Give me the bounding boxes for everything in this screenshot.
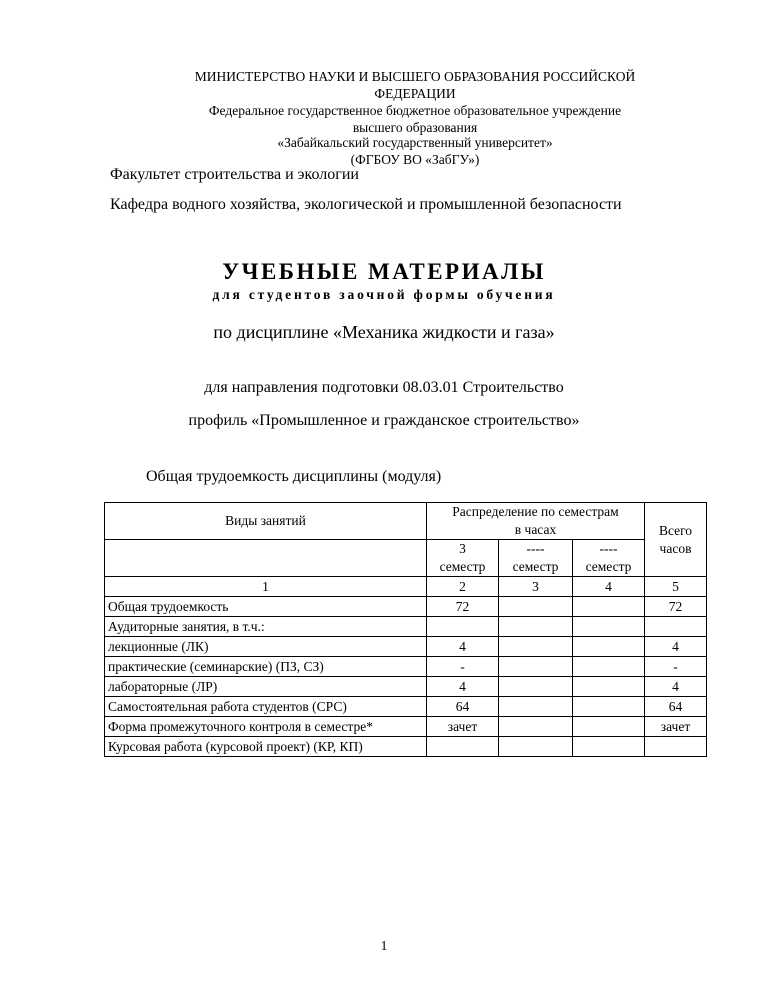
workload-table xyxy=(104,502,707,757)
semester-1-label: семестр xyxy=(439,559,486,574)
institution-type: Федеральное государственное бюджетное образовательное учреждение xyxy=(208,103,622,118)
row-sem1: зачет xyxy=(427,717,499,737)
row-label: практические (семинарские) (ПЗ, СЗ) xyxy=(105,657,427,677)
header-types: Виды занятий xyxy=(105,503,427,540)
table-row xyxy=(105,717,707,737)
header-distribution xyxy=(427,503,645,540)
semester-2-label: семестр xyxy=(512,559,559,574)
row-total: 4 xyxy=(645,677,707,697)
ministry-line: МИНИСТЕРСТВО НАУКИ И ВЫСШЕГО ОБРАЗОВАНИЯ РОССИЙСКОЙ xyxy=(194,69,636,84)
row-total xyxy=(645,617,707,637)
document-title: УЧЕБНЫЕ МАТЕРИАЛЫ xyxy=(222,259,546,284)
header-types-bottom xyxy=(105,540,427,577)
education-level: высшего образования xyxy=(352,120,478,135)
semester-col-1 xyxy=(427,540,499,577)
row-sem2 xyxy=(499,677,573,697)
semester-2-number: ---- xyxy=(526,541,545,556)
study-profile: профиль «Промышленное и гражданское строительство» xyxy=(188,412,580,429)
row-sem3 xyxy=(573,697,645,717)
university-name: «Забайкальский государственный университет» xyxy=(277,135,553,150)
row-total: 4 xyxy=(645,637,707,657)
semester-col-2 xyxy=(499,540,573,577)
semester-3-label: семестр xyxy=(585,559,632,574)
row-total: - xyxy=(645,657,707,677)
table-index-row xyxy=(105,577,707,597)
row-label: лабораторные (ЛР) xyxy=(105,677,427,697)
ministry-line-2: ФЕДЕРАЦИИ xyxy=(374,86,456,101)
department-name: Кафедра водного хозяйства, экологической и промышленной безопасности xyxy=(110,196,622,213)
row-sem2 xyxy=(499,737,573,757)
row-total xyxy=(645,737,707,757)
header-total xyxy=(645,503,707,577)
index-cell: 1 xyxy=(105,577,427,597)
row-total: зачет xyxy=(645,717,707,737)
row-sem2 xyxy=(499,597,573,617)
row-sem2 xyxy=(499,637,573,657)
row-sem3 xyxy=(573,657,645,677)
university-abbr: (ФГБОУ ВО «ЗабГУ») xyxy=(350,152,480,167)
table-row xyxy=(105,737,707,757)
row-sem3 xyxy=(573,677,645,697)
semester-3-number: ---- xyxy=(599,541,618,556)
row-sem3 xyxy=(573,617,645,637)
semester-col-3 xyxy=(573,540,645,577)
table-row xyxy=(105,677,707,697)
semester-1-number: 3 xyxy=(459,541,466,556)
row-sem2 xyxy=(499,717,573,737)
row-sem1 xyxy=(427,617,499,637)
row-total: 64 xyxy=(645,697,707,717)
table-row xyxy=(105,637,707,657)
row-sem1: 4 xyxy=(427,637,499,657)
document-subtitle: для студентов заочной формы обучения xyxy=(212,287,556,302)
study-direction: для направления подготовки 08.03.01 Строительство xyxy=(204,379,564,396)
row-label: Самостоятельная работа студентов (СРС) xyxy=(105,697,427,717)
index-cell: 3 xyxy=(499,577,573,597)
header-total-line2: часов xyxy=(659,540,692,556)
row-label: Общая трудоемкость xyxy=(105,597,427,617)
faculty-name: Факультет строительства и экологии xyxy=(110,166,359,183)
row-sem2 xyxy=(499,617,573,637)
row-sem2 xyxy=(499,657,573,677)
row-sem1: - xyxy=(427,657,499,677)
page-number: 1 xyxy=(380,938,388,953)
row-sem1 xyxy=(427,737,499,757)
row-sem3 xyxy=(573,737,645,757)
table-row xyxy=(105,617,707,637)
row-sem1: 4 xyxy=(427,677,499,697)
row-label: лекционные (ЛК) xyxy=(105,637,427,657)
row-label: Курсовая работа (курсовой проект) (КР, КП) xyxy=(105,737,427,757)
index-cell: 4 xyxy=(573,577,645,597)
table-row xyxy=(105,657,707,677)
index-cell: 2 xyxy=(427,577,499,597)
row-total: 72 xyxy=(645,597,707,617)
index-cell: 5 xyxy=(645,577,707,597)
header-distribution-line2: в часах xyxy=(514,522,557,537)
table-row xyxy=(105,697,707,717)
row-sem3 xyxy=(573,717,645,737)
table-row xyxy=(105,597,707,617)
row-label: Форма промежуточного контроля в семестре* xyxy=(105,717,427,737)
row-sem1: 72 xyxy=(427,597,499,617)
row-sem3 xyxy=(573,597,645,617)
row-sem2 xyxy=(499,697,573,717)
header-total-line1: Всего xyxy=(658,522,693,538)
header-distribution-line1: Распределение по семестрам xyxy=(452,504,619,519)
workload-caption: Общая трудоемкость дисциплины (модуля) xyxy=(146,468,442,485)
row-sem3 xyxy=(573,637,645,657)
row-label: Аудиторные занятия, в т.ч.: xyxy=(105,617,427,637)
row-sem1: 64 xyxy=(427,697,499,717)
discipline-name: по дисциплине «Механика жидкости и газа» xyxy=(213,322,555,342)
